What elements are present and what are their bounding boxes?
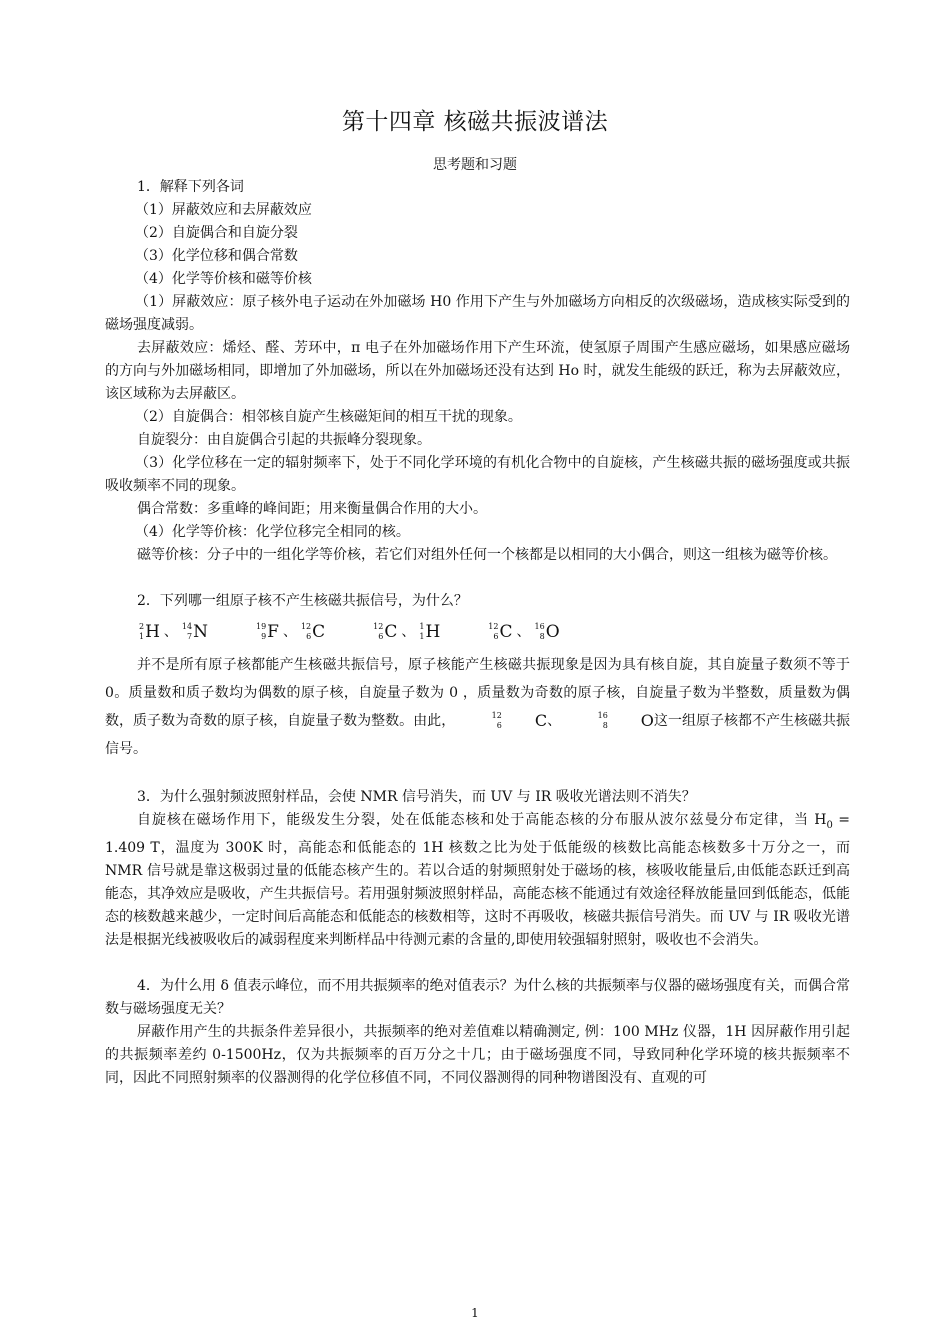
- q1-answer-coupling: （2）自旋偶合：相邻核自旋产生核磁矩间的相互干扰的现象。: [135, 409, 522, 425]
- q1-item: （2）自旋偶合和自旋分裂: [135, 225, 298, 241]
- nuclide: 2 1 H: [139, 621, 160, 642]
- nuclide: 1 1 H: [419, 621, 441, 642]
- document-body: [105, 176, 850, 1090]
- q1-answer-constant: 偶合常数：多重峰的峰间距；用来衡量偶合作用的大小。: [137, 501, 487, 517]
- nuclide-c12: 12 6 C: [491, 711, 548, 730]
- nuclide-group: 19 9 F 、 12 6 C: [255, 621, 326, 642]
- q4-answer: 屏蔽作用产生的共振条件差异很小，共振频率的绝对差值难以精确测定, 例：100 MHz 仪器，1H 因屏蔽作用引起的共振频率差约 0-1500Hz，仅为共振频率的百万分之十几；由于磁场强度不同，导致同种化学环境的核共振频率不同，因此不同照射频率的仪器测得的化学位移值不同，不同仪器测得的同种物谱图没有、直观的可: [105, 1023, 850, 1086]
- nuclide: 19 9 F: [255, 621, 279, 642]
- nuclide-group: 12 6 C 、 16 8 O: [488, 621, 560, 642]
- nuclide-group: 12 6 C 、 1 1 H: [373, 621, 441, 642]
- q1-question: 1．解释下列各词: [137, 179, 244, 195]
- q1-answer-splitting: 自旋裂分：由自旋偶合引起的共振峰分裂现象。: [137, 432, 431, 448]
- q1-answer-chem-equiv: （4）化学等价核：化学位移完全相同的核。: [135, 524, 410, 540]
- nuclide-options: [105, 613, 850, 651]
- page-number: 1: [471, 1306, 479, 1320]
- q1-answer-shift: （3）化学位移在一定的辐射频率下，处于不同化学环境的有机化合物中的自旋核，产生核磁共振的磁场强度或共振吸收频率不同的现象。: [105, 455, 850, 494]
- nuclide: 14 7 N: [181, 621, 208, 642]
- q1-answer-mag-equiv: 磁等价核：分子中的一组化学等价核，若它们对组外任何一个核都是以相同的大小偶合，则这一组核为磁等价核。: [137, 547, 837, 563]
- q1-answer-shielding: （1）屏蔽效应：原子核外电子运动在外加磁场 H0 作用下产生与外加磁场方向相反的次级磁场，造成核实际受到的磁场强度减弱。: [105, 294, 850, 333]
- q3-question: 3．为什么强射频波照射样品，会使 NMR 信号消失，而 UV 与 IR 吸收光谱法则不消失？: [137, 789, 696, 805]
- q3-answer: 自旋核在磁场作用下，能级发生分裂，处在低能态核和处于高能态核的分布服从波尔兹曼分布定律，当 $H_0 = 1.409$ T，温度为 300K 时，高能态和低能态的 1H 核数之比为处于低能级的核数比高能态核数多十万分之一，而 NMR 信号就是靠这极弱过量的低能态核产生的。若以合适的射频照射处于磁场的核，核吸收能量后,由低能态跃迁到高能态，其净效应是吸收，产生共振信号。若用强射频波照射样品，高能态核不能通过有效途径释放能量回到低能态，低能态的核数越来越少，一定时间后高能态和低能态的核数相等，这时不再吸收，核磁共振信号消失。而 UV 与 IR 吸收光谱法是根据光线被吸收后的减弱程度来判断样品中待测元素的含量的,即使用较强辐射照射，吸收也不会消失。: [105, 812, 850, 948]
- q2-answer: 并不是所有原子核都能产生核磁共振信号，原子核能产生核磁共振现象是因为具有核自旋，其自旋量子数须不等于 0。质量数和质子数均为偶数的原子核，自旋量子数为 0 ，质量数为奇数的原子核，自旋量子数为半整数，质量数为偶数，质子数为奇数的原子核，自旋量子数为整数。由此， 12 6 C 、 16 8 O 这一组原子核都不产生核磁共振信号。: [105, 657, 851, 757]
- nuclide: 12 6 C: [373, 621, 398, 642]
- chapter-title: 第十四章 核磁共振波谱法: [341, 109, 609, 135]
- q1-item: （1）屏蔽效应和去屏蔽效应: [135, 202, 312, 218]
- nuclide-group: 2 1 H 、 14 7 N: [139, 621, 208, 642]
- q4-question: 4．为什么用 δ 值表示峰位，而不用共振频率的绝对值表示？为什么核的共振频率与仪器的磁场强度有关，而偶合常数与磁场强度无关？: [105, 977, 850, 1017]
- q1-item: （3）化学位移和偶合常数: [135, 248, 298, 264]
- nuclide: 12 6 C: [488, 621, 513, 642]
- nuclide: 16 8 O: [534, 621, 560, 642]
- q1-answer-deshielding: 去屏蔽效应：烯烃、醛、芳环中，π 电子在外加磁场作用下产生环流，使氢原子周围产生感应磁场，如果感应磁场的方向与外加磁场相同，即增加了外加磁场，所以在外加磁场还没有达到 Ho 时，就发生能级的跃迁，称为去屏蔽效应，该区域称为去屏蔽区。: [105, 340, 850, 402]
- q2-question: 2．下列哪一组原子核不产生核磁共振信号，为什么？: [137, 593, 468, 609]
- nuclide: 12 6 C: [300, 621, 326, 642]
- q1-item: （4）化学等价核和磁等价核: [135, 271, 312, 287]
- section-subtitle: 思考题和习题: [433, 157, 517, 173]
- nuclide-o16: 16 8 O: [597, 711, 654, 730]
